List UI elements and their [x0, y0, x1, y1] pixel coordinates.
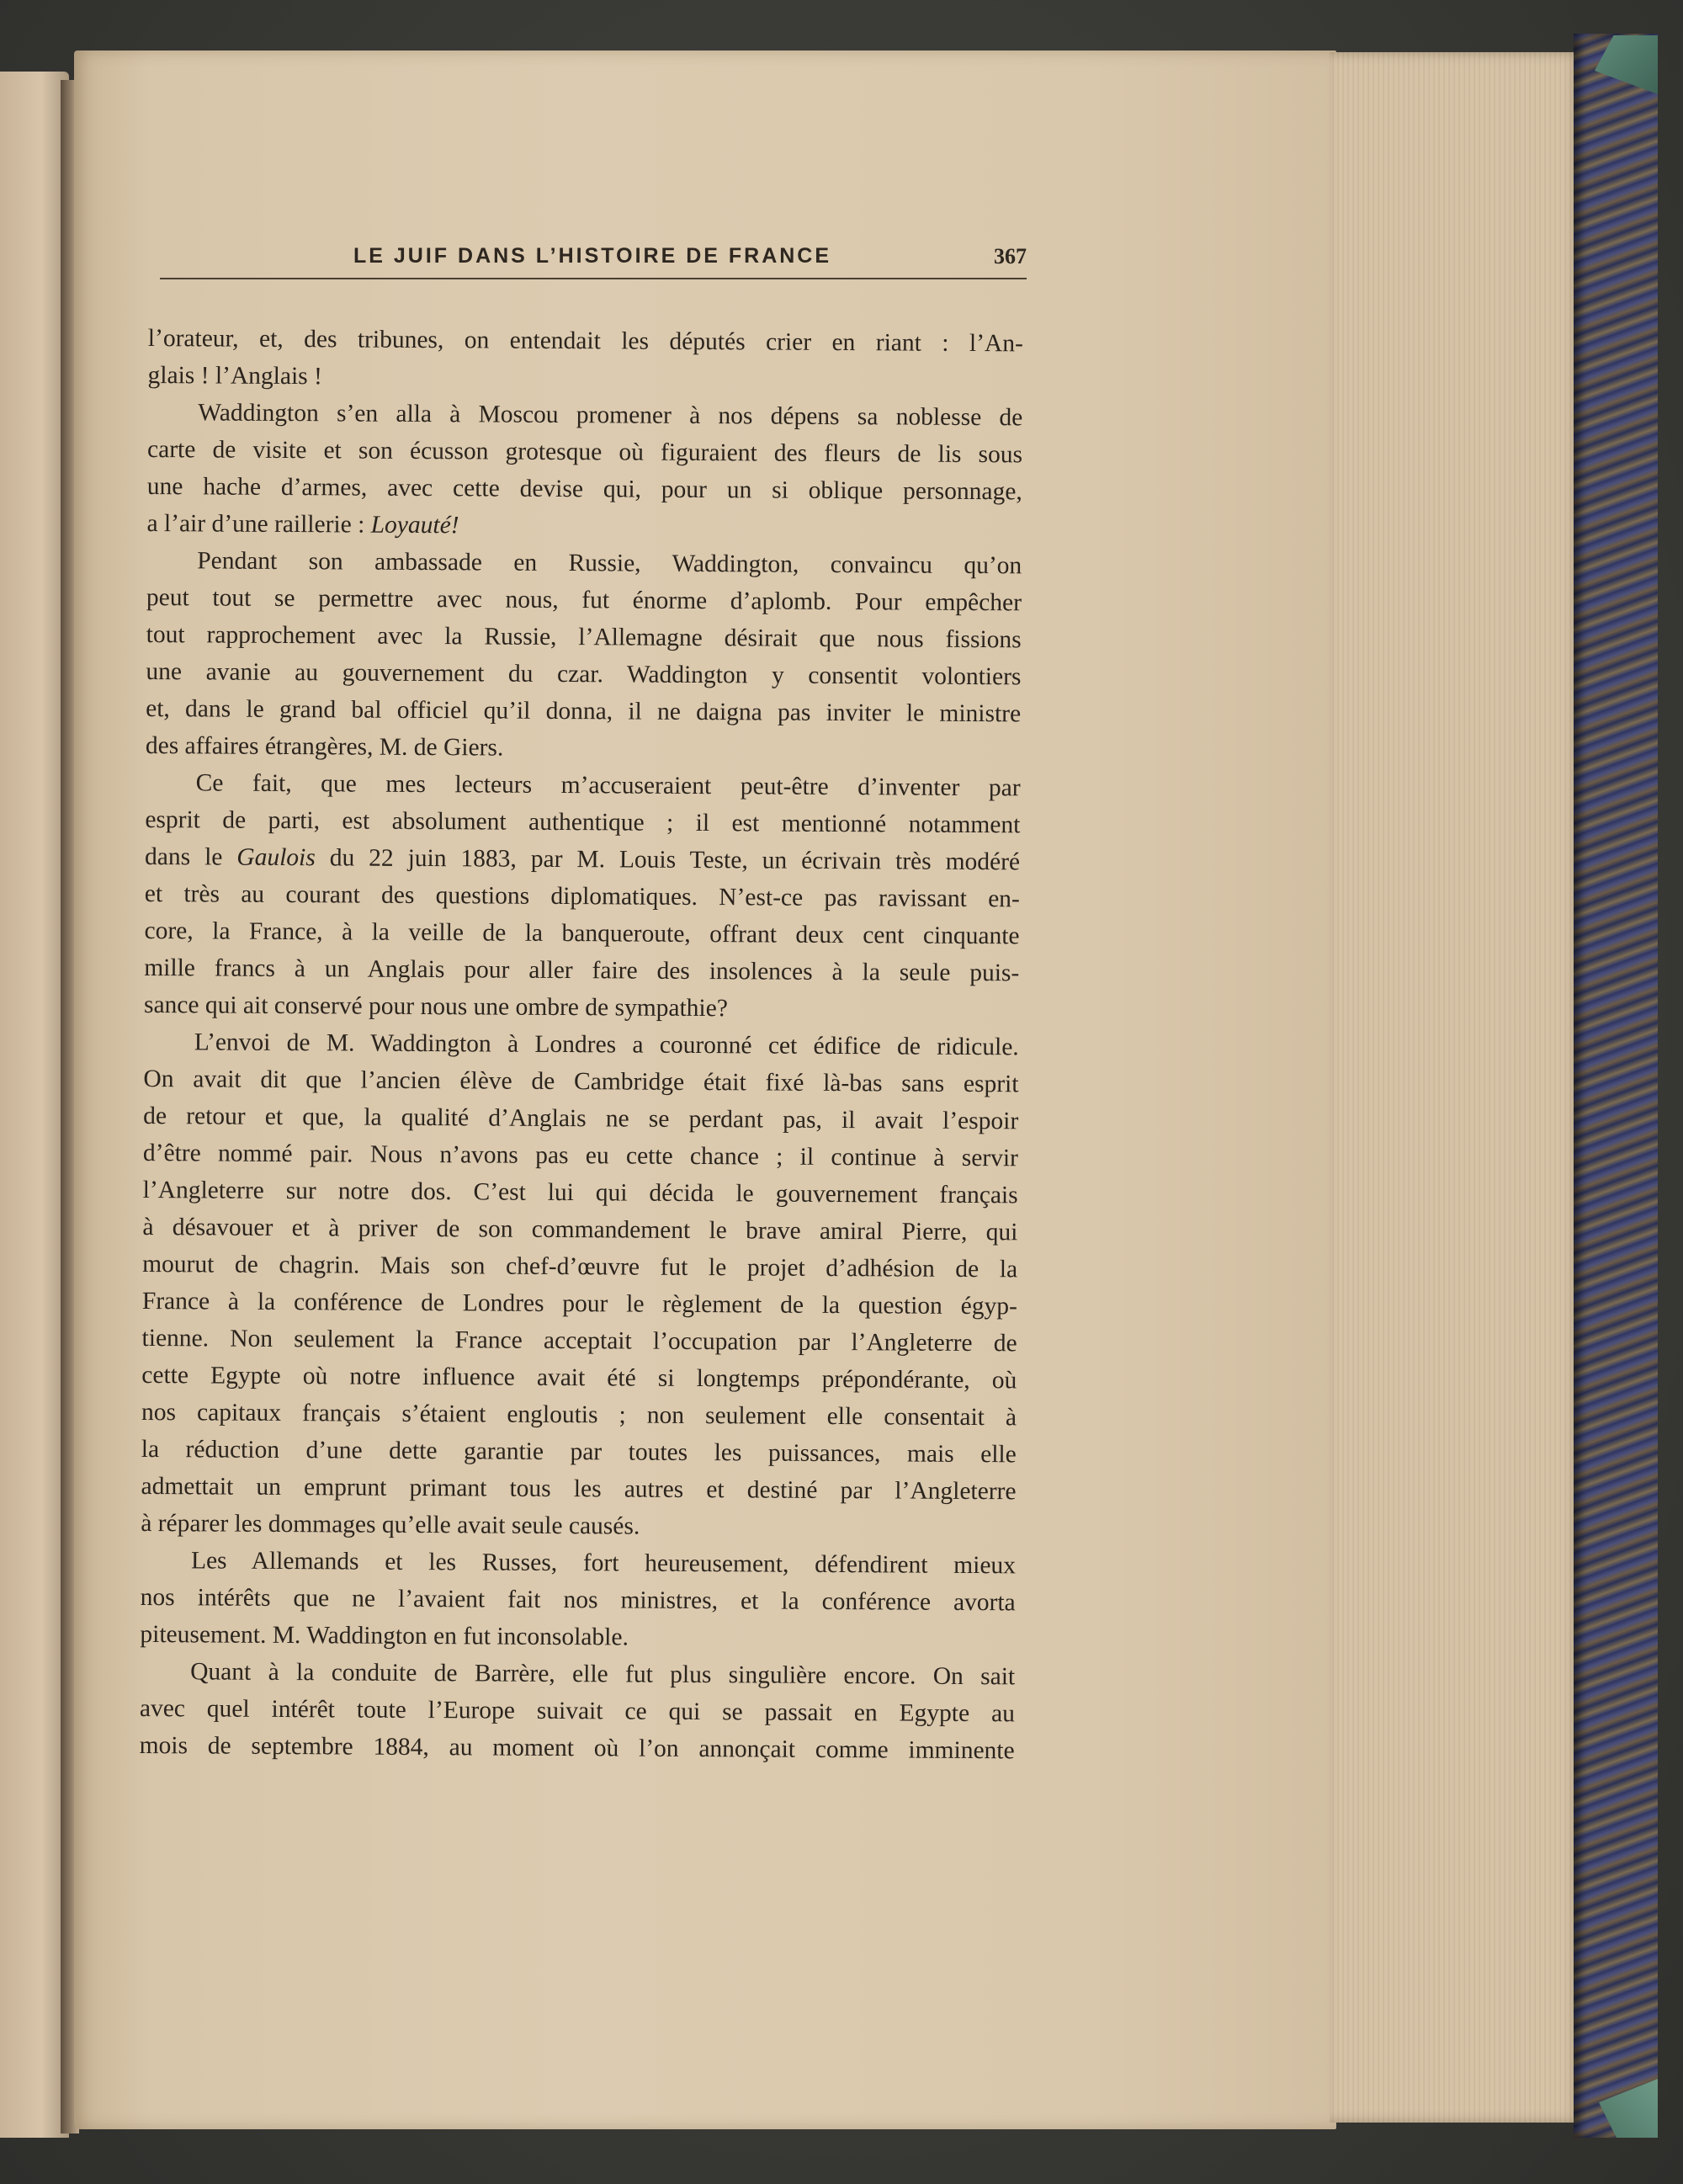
text-line: et, dans le grand bal officiel qu’il donna, il ne daigna pas inviter le ministre	[146, 694, 1022, 728]
text-line: sance qui ait conservé pour nous une ombre de sympathie?	[143, 991, 728, 1023]
paragraph	[141, 1023, 1019, 1547]
text-segment: a l’air d’une raillerie :	[146, 509, 371, 539]
text-line: admettait un emprunt primant tous les autres et destiné par l’Angleterre	[141, 1472, 1017, 1506]
italic-newspaper-title: Gaulois	[236, 843, 316, 872]
paragraph	[144, 764, 1021, 1028]
text-line: mourut de chagrin. Mais son chef-d’œuvre fut le projet d’adhésion de la	[142, 1250, 1018, 1283]
text-line: de retour et que, la qualité d’Anglais ne se perdant pas, il avait l’espoir	[143, 1102, 1019, 1135]
page-stack-edges	[1330, 52, 1580, 2123]
paragraph	[146, 542, 1022, 769]
text-line: core, la France, à la veille de la banqueroute, offrant deux cent cinquante	[144, 917, 1020, 950]
italic-motto: Loyauté!	[370, 511, 459, 539]
text-line: avec quel intérêt toute l’Europe suivait ce qui se passait en Egypte au	[139, 1694, 1015, 1728]
text-line: d’être nommé pair. Nous n’avons pas eu cette chance ; il continue à servir	[142, 1139, 1019, 1172]
text-line: la réduction d’une dette garantie par toutes les puissances, mais elle	[141, 1435, 1017, 1469]
text-line: mille francs à un Anglais pour aller faire des insolences à la seule puis-	[144, 954, 1020, 987]
text-segment: dans le	[145, 842, 237, 871]
text-line: une hache d’armes, avec cette devise qui, pour un si oblique personnage,	[146, 472, 1022, 506]
text-line: glais ! l’Anglais !	[147, 361, 322, 391]
text-line: à désavouer et à priver de son commandement le brave amiral Pierre, qui	[142, 1213, 1018, 1246]
text-line: tienne. Non seulement la France acceptait l’occupation par l’Angleterre de	[141, 1324, 1017, 1358]
text-line: esprit de parti, est absolument authentique ; il est mentionné notamment	[145, 805, 1021, 839]
text-line: mois de septembre 1884, au moment où l’on annonçait comme imminente	[139, 1731, 1015, 1765]
paragraph	[140, 1653, 1016, 1769]
text-segment: du 22 juin 1883, par M. Louis Teste, un écrivain très modéré	[315, 844, 1021, 876]
text-line: tout rapprochement avec la Russie, l’Allemagne désirait que nous fissions	[146, 620, 1022, 654]
paragraph	[140, 1542, 1016, 1658]
text-line: L’envoi de M. Waddington à Londres a couronné cet édifice de ridicule.	[194, 1028, 1019, 1061]
page-number: 367	[994, 244, 1027, 268]
text-line	[146, 505, 1022, 547]
text-line: On avait dit que l’ancien élève de Cambridge était fixé là-bas sans esprit	[143, 1065, 1019, 1098]
text-line: nos capitaux français s’étaient engloutis ; non seulement elle consentait à	[141, 1398, 1017, 1432]
marbled-cover-edge	[1574, 34, 1658, 2138]
text-line: carte de visite et son écusson grotesque où figuraient des fleurs de lis sous	[146, 435, 1023, 469]
paragraph	[147, 320, 1023, 399]
text-line: Quant à la conduite de Barrère, elle fut plus singulière encore. On sait	[190, 1658, 1016, 1691]
text-line: Ce fait, que mes lecteurs m’accuseraient peut-être d’inventer par	[195, 769, 1021, 802]
text-line: et très au courant des questions diplomatiques. N’est-ce pas ravissant en-	[144, 879, 1020, 913]
text-line: cette Egypte où notre influence avait été si longtemps prépondérante, où	[141, 1361, 1017, 1395]
text-line: France à la conférence de Londres pour le règlement de la question égyp-	[141, 1287, 1017, 1320]
text-line	[145, 838, 1020, 880]
text-line: Pendant son ambassade en Russie, Waddington, convaincu qu’on	[197, 547, 1022, 580]
running-title: LE JUIF DANS L’HISTOIRE DE FRANCE	[353, 244, 832, 268]
running-head	[160, 241, 1027, 279]
body-text	[140, 320, 1023, 1769]
text-line: piteusement. M. Waddington en fut inconsolable.	[140, 1620, 629, 1651]
text-line: une avanie au gouvernement du czar. Waddington y consentit volontiers	[146, 657, 1022, 691]
text-line: peut tout se permettre avec nous, fut énorme d’aplomb. Pour empêcher	[146, 583, 1022, 617]
text-line: Waddington s’en alla à Moscou promener à nos dépens sa noblesse de	[198, 399, 1023, 432]
text-line: l’Angleterre sur notre dos. C’est lui qui décida le gouvernement français	[142, 1176, 1018, 1209]
text-line: Les Allemands et les Russes, fort heureusement, défendirent mieux	[190, 1547, 1017, 1580]
text-line: à réparer les dommages qu’elle avait seule causés.	[141, 1509, 640, 1540]
text-line: des affaires étrangères, M. de Giers.	[145, 731, 504, 762]
paragraph	[146, 394, 1022, 547]
left-page-edge	[0, 72, 69, 2138]
text-line: nos intérêts que ne l’avaient fait nos ministres, et la conférence avorta	[140, 1583, 1016, 1617]
text-line: l’orateur, et, des tribunes, on entendait les députés crier en riant : l’An-	[147, 324, 1023, 358]
